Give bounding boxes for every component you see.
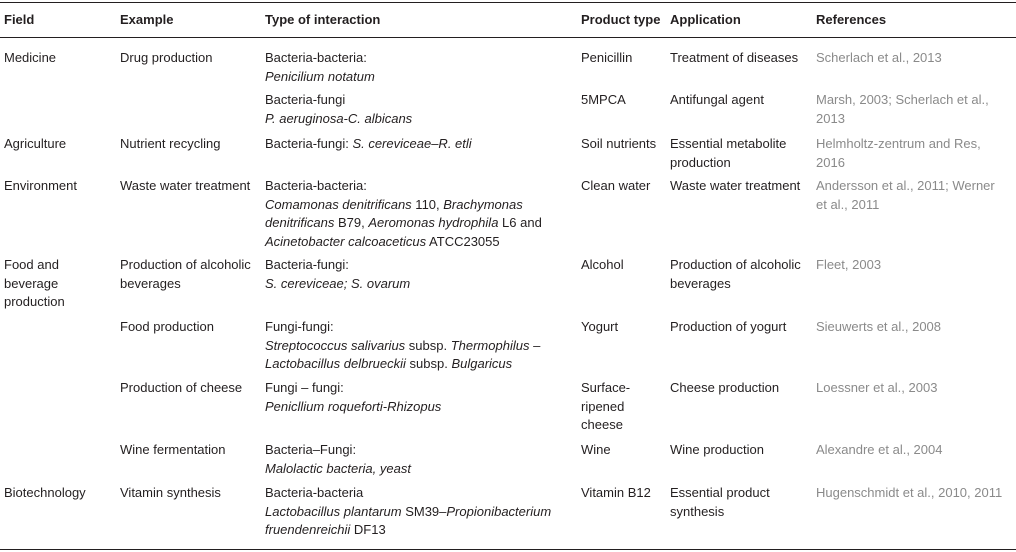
organism-name: Bulgaricus [451, 356, 513, 371]
cell-application [670, 318, 786, 337]
interaction-line [265, 484, 551, 503]
application-line: Antifungal agent [670, 92, 764, 107]
interaction-line [265, 441, 411, 460]
cell-interaction [265, 318, 540, 374]
cell-references [816, 484, 1002, 503]
cell-product [581, 379, 630, 435]
cell-example [120, 484, 221, 503]
field-line: Agriculture [4, 136, 67, 151]
interaction-line [265, 256, 410, 275]
application-line: Essential product [670, 485, 770, 500]
organism-name: Aeromonas hydrophila [368, 215, 499, 230]
application-line: synthesis [670, 503, 725, 519]
field-line: beverage [4, 275, 59, 291]
cell-example [120, 379, 242, 398]
cell-interaction [265, 177, 542, 251]
cell-example [120, 256, 251, 293]
organism-name: S. cereviceae; S. ovarum [265, 275, 411, 291]
cell-product [581, 135, 656, 154]
table-top-rule [0, 2, 1016, 3]
cell-example [120, 318, 214, 337]
interaction-line [265, 49, 375, 68]
cell-product [581, 441, 611, 460]
interaction-line [265, 521, 551, 540]
cell-interaction [265, 441, 411, 478]
cell-references [816, 177, 995, 214]
cell-product [581, 177, 650, 196]
example-line: Waste water treatment [120, 178, 251, 193]
cell-application [670, 49, 798, 68]
interaction-text: – [529, 337, 541, 353]
interaction-text: subsp. [405, 356, 452, 371]
cell-product [581, 49, 632, 68]
example-line: Wine fermentation [120, 442, 226, 457]
table-header-rule [0, 37, 1016, 38]
cell-field [4, 484, 86, 503]
example-line: Nutrient recycling [120, 136, 221, 151]
references-line: Andersson et al., 2011; Werner [816, 178, 995, 193]
organism-name: Comamonas denitrificans [265, 196, 412, 212]
references-line: 2013 [816, 110, 845, 126]
organism-name: Malolactic bacteria, yeast [265, 460, 411, 476]
cell-interaction [265, 484, 551, 540]
cell-references [816, 318, 941, 337]
application-line: beverages [670, 275, 731, 291]
application-line: Essential metabolite [670, 136, 787, 151]
cell-application [670, 135, 786, 172]
cell-interaction [265, 379, 441, 416]
cell-product [581, 91, 626, 110]
interaction-text: ATCC23055 [426, 233, 500, 249]
cell-interaction [265, 91, 412, 128]
product-line: Clean water [581, 178, 651, 193]
product-line: Penicillin [581, 50, 633, 65]
interaction-line [265, 110, 412, 129]
application-line: Waste water treatment [670, 178, 801, 193]
interaction-line [265, 68, 375, 87]
organism-name: fruendenreichii [265, 522, 351, 537]
field-line: production [4, 294, 65, 309]
cell-field [4, 135, 66, 154]
references-line: Fleet, 2003 [816, 257, 882, 272]
example-line: Production of alcoholic [120, 257, 251, 272]
cell-application [670, 484, 770, 521]
references-line: Scherlach et al., 2013 [816, 50, 942, 65]
references-line: Sieuwerts et al., 2008 [816, 319, 942, 334]
interaction-text: SM39– [401, 503, 447, 519]
cell-example [120, 177, 250, 196]
interaction-line [265, 91, 412, 110]
interaction-text: Bacteria-bacteria: [265, 178, 367, 193]
interaction-text: subsp. [405, 337, 451, 353]
product-line: Surface- [581, 380, 631, 395]
organism-name: Lactobacillus plantarum [265, 503, 402, 519]
cell-application [670, 256, 801, 293]
product-line: Yogurt [581, 319, 619, 334]
interaction-text: Bacteria-bacteria [265, 485, 364, 500]
organism-name: P. aeruginosa-C. albicans [265, 110, 413, 126]
cell-references [816, 379, 937, 398]
cell-application [670, 379, 779, 398]
cell-references [816, 49, 942, 68]
application-line: Cheese production [670, 380, 780, 395]
interaction-text: Bacteria-fungi [265, 92, 346, 107]
cell-interaction [265, 135, 472, 154]
cell-interaction [265, 49, 375, 86]
references-line: Marsh, 2003; Scherlach et al., [816, 92, 989, 107]
references-line: 2016 [816, 154, 845, 170]
cell-application [670, 177, 800, 196]
organism-name: S. cereviceae–R. etli [352, 136, 472, 151]
application-line: Wine production [670, 442, 764, 457]
header-references: References [816, 12, 887, 27]
organism-name: Streptococcus salivarius [265, 337, 406, 353]
interaction-text: B79, [334, 215, 369, 230]
field-line: Food and [4, 257, 59, 272]
organism-name: Penicilium notatum [265, 68, 375, 84]
interaction-line [265, 318, 540, 337]
cell-field [4, 177, 77, 196]
interaction-text: Fungi-fungi: [265, 319, 334, 334]
table-bottom-rule [0, 549, 1016, 550]
interaction-line [265, 275, 410, 294]
cell-product [581, 318, 618, 337]
interaction-line [265, 135, 472, 154]
interaction-line [265, 379, 441, 398]
application-line: Production of yogurt [670, 319, 787, 334]
interaction-line [265, 398, 441, 417]
interaction-line [265, 233, 542, 252]
field-line: Biotechnology [4, 485, 86, 500]
cell-example [120, 135, 220, 154]
cell-example [120, 49, 213, 68]
cell-product [581, 484, 651, 503]
example-line: Drug production [120, 50, 213, 65]
example-line: beverages [120, 275, 181, 291]
product-line: Alcohol [581, 257, 624, 272]
interaction-line [265, 460, 411, 479]
references-line: Helmholtz-zentrum and Res, [816, 136, 981, 151]
application-line: production [670, 154, 731, 170]
header-field: Field [4, 12, 35, 27]
interaction-text: Bacteria–Fungi: [265, 442, 357, 457]
interaction-text: L6 and [498, 215, 542, 230]
interaction-line [265, 214, 542, 233]
product-line: Vitamin B12 [581, 485, 651, 500]
interaction-text: Fungi – fungi: [265, 380, 344, 395]
organism-name: Acinetobacter calcoaceticus [265, 233, 427, 249]
interaction-text: 110, [411, 196, 444, 212]
header-interaction: Type of interaction [265, 12, 381, 27]
example-line: Production of cheese [120, 380, 243, 395]
interaction-text: Bacteria-fungi: [265, 257, 349, 272]
organism-name: Propionibacterium [446, 503, 552, 519]
organism-name: Penicllium roqueforti-Rhizopus [265, 398, 442, 414]
application-line: Treatment of diseases [670, 50, 799, 65]
organism-name: Brachymonas [443, 196, 523, 212]
interaction-line [265, 355, 540, 374]
organism-name: denitrificans [265, 215, 335, 230]
references-line: Alexandre et al., 2004 [816, 442, 943, 457]
references-line: Hugenschmidt et al., 2010, 2011 [816, 485, 1003, 500]
interaction-text: Bacteria-fungi: [265, 136, 353, 151]
field-line: Medicine [4, 50, 57, 65]
header-product-type: Product type [581, 12, 661, 27]
references-line: Loessner et al., 2003 [816, 380, 938, 395]
organism-name: Thermophilus [450, 337, 530, 353]
cell-references [816, 91, 989, 128]
product-line: 5MPCA [581, 92, 626, 107]
header-example: Example [120, 12, 174, 27]
interaction-text: DF13 [350, 522, 386, 537]
cell-field [4, 49, 56, 68]
organism-name: Lactobacillus delbrueckii [265, 356, 406, 371]
field-line: Environment [4, 178, 77, 193]
cell-references [816, 135, 981, 172]
cell-application [670, 441, 764, 460]
example-line: Vitamin synthesis [120, 485, 221, 500]
interaction-line [265, 337, 540, 356]
product-line: cheese [581, 417, 623, 432]
product-line: Soil nutrients [581, 136, 657, 151]
cell-references [816, 441, 942, 460]
interaction-line [265, 196, 542, 215]
product-line: ripened [581, 398, 625, 414]
interaction-text: Bacteria-bacteria: [265, 50, 367, 65]
application-line: Production of alcoholic [670, 257, 801, 272]
cell-application [670, 91, 764, 110]
cell-interaction [265, 256, 410, 293]
product-line: Wine [581, 442, 611, 457]
example-line: Food production [120, 319, 214, 334]
interaction-line [265, 177, 542, 196]
cell-field [4, 256, 65, 312]
cell-product [581, 256, 624, 275]
interaction-line [265, 503, 551, 522]
cell-references [816, 256, 881, 275]
cell-example [120, 441, 226, 460]
header-application: Application [670, 12, 741, 27]
references-line: et al., 2011 [816, 196, 880, 212]
